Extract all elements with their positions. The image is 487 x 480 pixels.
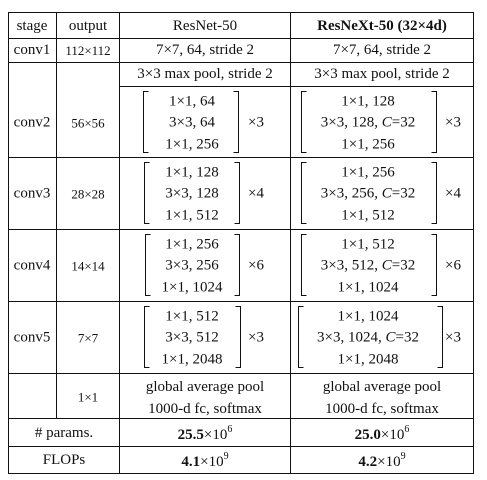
params-resnet-times: ×10 [203,427,228,443]
stage-2-resnext-multiplier: ×6 [445,257,461,274]
stage-1-resnet-line-1: 3×3, 128 [165,185,219,202]
header-resnet: ResNet-50 [172,18,238,34]
params-resnext-base: 25.0 [354,427,381,443]
stage-1-resnext-line-0: 1×1, 256 [341,164,395,181]
params-resnext [355,426,410,443]
stage-0-resnet-line-1: 3×3, 64 [169,114,215,131]
stage-2-output: 14×14 [71,258,105,274]
stage-1-resnet-line-2: 1×1, 512 [165,207,219,224]
stage-3-resnet-line-2: 1×1, 2048 [161,351,223,368]
stage-1-resnet-multiplier: ×4 [248,185,264,202]
stage-3-name: conv5 [13,329,51,346]
stage-3-resnext-line-2: 1×1, 2048 [337,351,399,368]
stage-0-resnet-line-0: 1×1, 64 [169,93,215,110]
stage-0-name: conv2 [13,114,51,131]
stage-0-resnet-multiplier: ×3 [248,114,264,131]
conv1-resnext: 7×7, 64, stride 2 [332,42,432,58]
conv1-resnet: 7×7, 64, stride 2 [155,42,255,58]
stage-0-output: 56×56 [71,115,105,131]
flops-resnext-exp: 9 [400,451,406,462]
stage-0-resnext-line-2: 1×1, 256 [341,136,395,153]
cardinality-symbol: C [385,329,396,346]
stage-2-resnext-line-0: 1×1, 512 [341,236,395,253]
params-resnet [178,426,233,443]
stage-0-resnet-line-2: 1×1, 256 [165,136,219,153]
stage-1-resnext-line-2: 1×1, 512 [341,207,395,224]
stage-2-resnet-line-0: 1×1, 256 [165,236,219,253]
params-resnext-times: ×10 [380,427,405,443]
header-output: output [68,18,108,34]
cardinality-symbol: C [381,114,392,131]
stage-3-resnet-line-1: 3×3, 512 [165,329,219,346]
conv1-stage: conv1 [13,42,51,58]
cardinality-symbol: C [381,185,392,202]
flops-label: FLOPs [42,452,86,468]
stage-3-resnet-line-0: 1×1, 512 [165,308,219,325]
stage-2-resnet-line-1: 3×3, 256 [165,257,219,274]
stage-2-resnext-line-2: 1×1, 1024 [337,279,399,296]
stage-1-resnext-line-1: 3×3, 256, C=32 [320,185,416,202]
stage-2-resnext-line-1: 3×3, 512, C=32 [320,257,416,274]
final-output: 1×1 [77,389,99,405]
params-resnext-exp: 6 [404,424,410,435]
stage-0-resnext-line-1: 3×3, 128, C=32 [320,114,416,131]
pool-resnet: 3×3 max pool, stride 2 [137,66,273,82]
stage-0-resnext-multiplier: ×3 [445,114,461,131]
stage-2-resnet-multiplier: ×6 [248,257,264,274]
pool-resnext: 3×3 max pool, stride 2 [314,66,450,82]
cardinality-symbol: C [381,257,392,274]
params-resnet-base: 25.5 [177,427,204,443]
flops-resnet-base: 4.1 [181,454,201,470]
params-resnet-exp: 6 [227,424,233,435]
stage-1-resnext-multiplier: ×4 [445,185,461,202]
final-resnet-pool: global average pool [145,379,265,395]
flops-resnext-base: 4.2 [358,454,378,470]
flops-resnet [181,453,228,470]
header-resnext: ResNeXt-50 (32×4d) [317,18,447,34]
stage-0-resnext-line-0: 1×1, 128 [341,93,395,110]
stage-3-resnext-line-1: 3×3, 1024, C=32 [317,329,419,346]
stage-2-resnet-line-2: 1×1, 1024 [161,279,223,296]
flops-resnext-times: ×10 [377,454,401,470]
conv1-output: 112×112 [65,43,111,58]
final-resnext-fc: 1000-d fc, softmax [325,401,439,417]
stage-1-name: conv3 [13,185,51,202]
final-resnext-pool: global average pool [322,379,442,395]
stage-3-resnext-line-0: 1×1, 1024 [337,308,399,325]
stage-3-resnext-multiplier: ×3 [445,329,461,346]
stage-1-output: 28×28 [71,186,105,202]
flops-resnet-exp: 9 [223,451,229,462]
header-stage: stage [16,18,48,34]
flops-resnet-times: ×10 [200,454,224,470]
final-resnet-fc: 1000-d fc, softmax [148,401,262,417]
flops-resnext [358,453,405,470]
stage-2-name: conv4 [13,257,51,274]
stage-1-resnet-line-0: 1×1, 128 [165,164,219,181]
stage-3-output: 7×7 [77,330,99,346]
stage-3-resnet-multiplier: ×3 [248,329,264,346]
params-label: # params. [34,425,94,441]
